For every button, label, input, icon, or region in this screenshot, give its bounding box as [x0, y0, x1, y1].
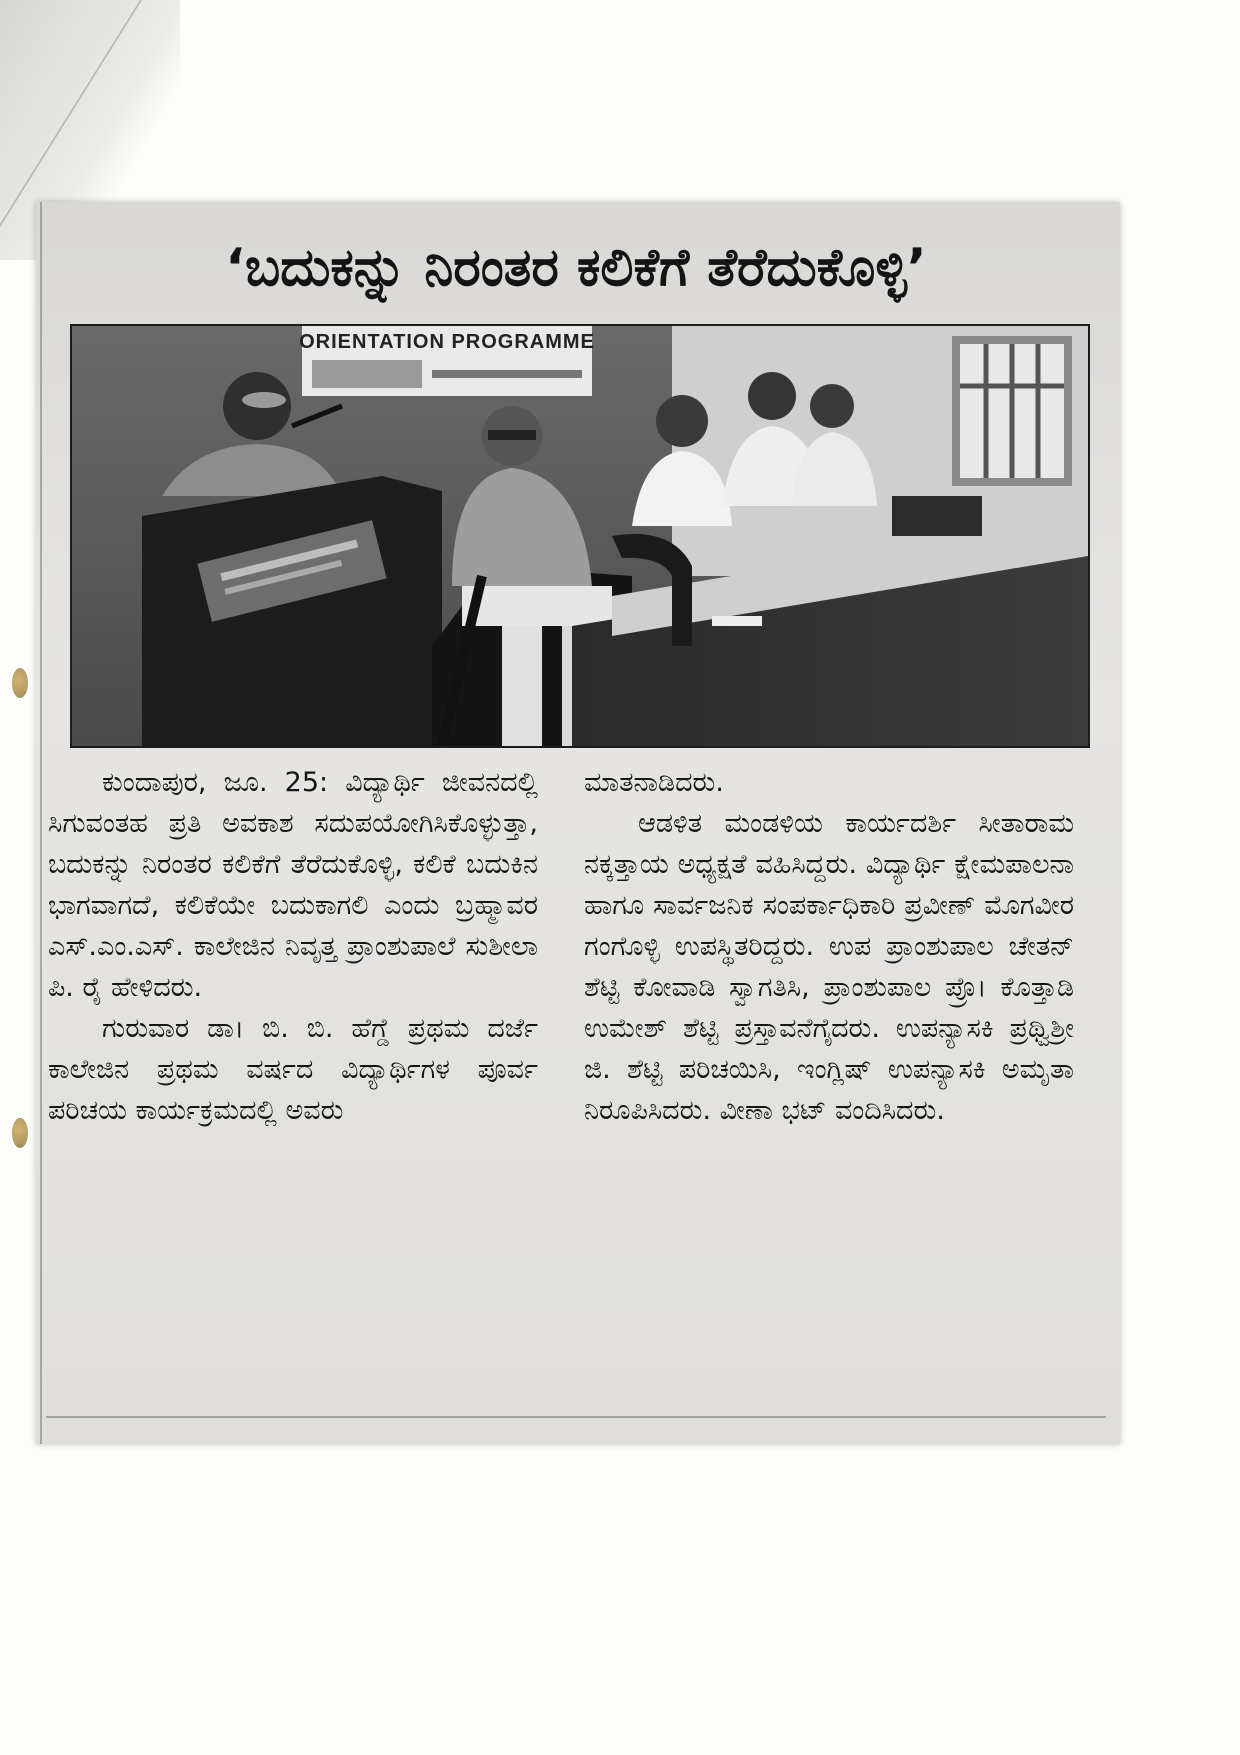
photo-illustration	[72, 326, 1088, 746]
article-column-left	[48, 762, 538, 1131]
headline: ‘ಬದುಕನ್ನು ನಿರಂತರ ಕಲಿಕೆಗೆ ತೆರೆದುಕೊಳ್ಳಿ’	[225, 238, 927, 298]
article-paragraph-continuation: ಮಾತನಾಡಿದರು.	[584, 767, 724, 798]
article-column-right	[584, 762, 1074, 1131]
punch-hole-bottom	[12, 1118, 28, 1148]
banner-text: ORIENTATION PROGRAMME	[299, 331, 595, 353]
article-photo	[70, 324, 1090, 748]
newspaper-clipping	[36, 202, 1120, 1444]
article-paragraph: ಆಡಳಿತ ಮಂಡಳಿಯ ಕಾರ್ಯದರ್ಶಿ ಸೀತಾರಾಮ ನಕ್ಕತ್ತಾಯ ಅಧ್ಯಕ್ಷತೆ ವಹಿಸಿದ್ದರು. ವಿದ್ಯಾರ್ಥಿ ಕ್ಷೇಮಪಾಲನಾ ಹಾಗೂ ಸಾರ್ವಜನಿಕ ಸಂಪರ್ಕಾಧಿಕಾರಿ ಪ್ರವೀಣ್ ಮೊಗವೀರ ಗಂಗೊಳ್ಳಿ ಉಪಸ್ಥಿತರಿದ್ದರು. ಉಪ ಪ್ರಾಂಶುಪಾಲ ಚೇತನ್ ಶೆಟ್ಟಿ ಕೋವಾಡಿ ಸ್ವಾಗತಿಸಿ, ಪ್ರಾಂಶುಪಾಲ ಪ್ರೊ। ಕೊತ್ತಾಡಿ ಉಮೇಶ್ ಶೆಟ್ಟಿ ಪ್ರಸ್ತಾವನೆಗೈದರು. ಉಪನ್ಯಾಸಕಿ ಪ್ರಥ್ವಿಶ್ರೀ ಜಿ. ಶೆಟ್ಟಿ ಪರಿಚಯಿಸಿ, ಇಂಗ್ಲಿಷ್ ಉಪನ್ಯಾಸಕಿ ಅಮೃತಾ ನಿರೂಪಿಸಿದರು. ವೀಣಾ ಭಟ್ ವಂದಿಸಿದರು.	[584, 808, 1074, 1126]
bottom-rule	[46, 1416, 1106, 1418]
article-paragraph: ಗುರುವಾರ ಡಾ। ಬಿ. ಬಿ. ಹೆಗ್ಡೆ ಪ್ರಥಮ ದರ್ಜೆ ಕಾಲೇಜಿನ ಪ್ರಥಮ ವರ್ಷದ ವಿದ್ಯಾರ್ಥಿಗಳ ಪೂರ್ವ ಪರಿಚಯ ಕಾರ್ಯಕ್ರಮದಲ್ಲಿ ಅವರು	[48, 1013, 538, 1126]
clipping-left-rule	[40, 202, 42, 1444]
photo-banner	[299, 326, 595, 396]
photo-window	[952, 336, 1072, 486]
photo-podium	[142, 476, 442, 746]
article-paragraph: ಕುಂದಾಪುರ, ಜೂ. 25: ವಿದ್ಯಾರ್ಥಿ ಜೀವನದಲ್ಲಿ ಸಿಗುವಂತಹ ಪ್ರತಿ ಅವಕಾಶ ಸದುಪಯೋಗಿಸಿಕೊಳ್ಳುತ್ತಾ, ಬದುಕನ್ನು ನಿರಂತರ ಕಲಿಕೆಗೆ ತೆರೆದುಕೊಳ್ಳಿ, ಕಲಿಕೆ ಬದುಕಿನ ಭಾಗವಾಗದೆ, ಕಲಿಕೆಯೇ ಬದುಕಾಗಲಿ ಎಂದು ಬ್ರಹ್ಮಾವರ ಎಸ್.ಎಂ.ಎಸ್. ಕಾಲೇಜಿನ ನಿವೃತ್ತ ಪ್ರಾಂಶುಪಾಲೆ ಸುಶೀಲಾ ಪಿ. ರೈ ಹೇಳಿದರು.	[48, 767, 538, 1003]
punch-hole-top	[12, 668, 28, 698]
